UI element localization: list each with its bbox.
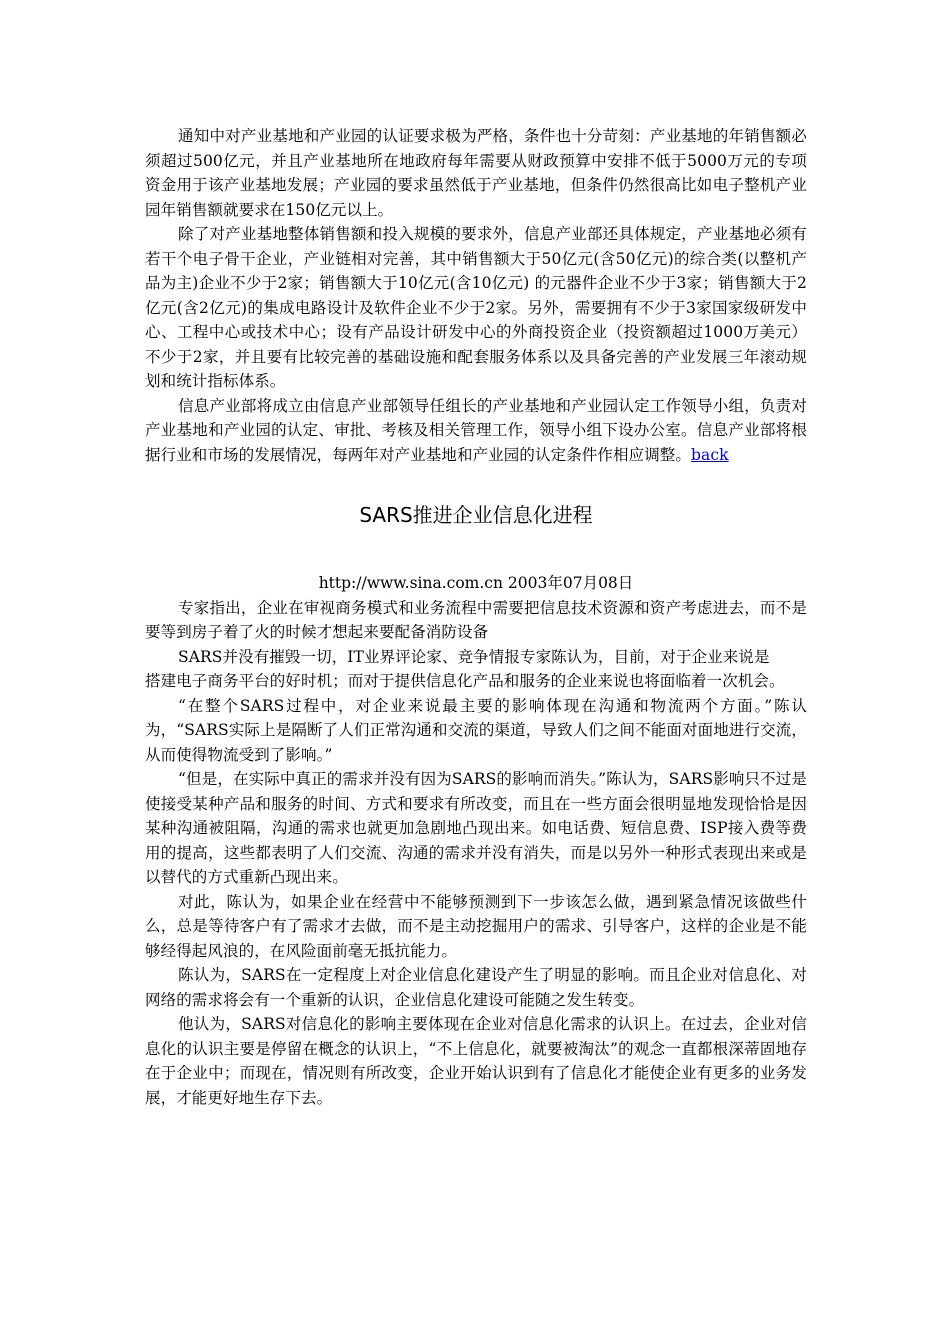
article-paragraph-7: 他认为，SARS对信息化的影响主要体现在企业对信息化需求的认识上。在过去，企业对信息化的认识主要是停留在概念的认识上，“不上信息化，就要被淘汰”的观念一直都根深蒂固地存在于企业中；而现在，情况则有所改变，企业开始认识到有了信息化才能使企业有更多的业务发展，才能更好地生存下去。 <box>145 1015 807 1107</box>
article-paragraph-4: “但是，在实际中真正的需求并没有因为SARS的影响而消失。”陈认为，SARS影响只不过是使接受某种产品和服务的时间、方式和要求有所改变，而且在一些方面会很明显地发现恰恰是因某种沟通被阻隔，沟通的需求也就更加急剧地凸现出来。如电话费、短信息费、ISP接入费等费用的提高，这些都表明了人们交流、沟通的需求并没有消失，而是以另外一种形式表现出来或是以替代的方式重新凸现出来。 <box>145 770 807 886</box>
paragraph-leading-group <box>145 394 807 468</box>
paragraph-enterprise-requirements: 除了对产业基地整体销售额和投入规模的要求外，信息产业部还具体规定，产业基地必须有若干个电子骨干企业，产业链相对完善，其中销售额大于50亿元(含50亿元)的综合类(以整机产品为主)企业不少于2家；销售额大于10亿元(含10亿元) 的元器件企业不少于3家；销售额大于2亿元(含2亿元)的集成电路设计及软件企业不少于2家。另外，需要拥有不少于3家国家级研发中心、工程中心或技术中心；设有产品设计研发中心的外商投资企业（投资额超过1000万美元）不少于2家，并且要有比较完善的基础设施和配套服务体系以及具备完善的产业发展三年滚动规划和统计指标体系。 <box>145 225 807 390</box>
article-paragraph-2b: 搭建电子商务平台的好时机；而对于提供信息化产品和服务的企业来说也将面临着一次机会。 <box>145 672 785 690</box>
article-paragraph-1: 专家指出，企业在审视商务模式和业务流程中需要把信息技术资源和资产考虑进去，而不是要等到房子着了火的时候才想起来要配备消防设备 <box>145 598 807 641</box>
article-paragraph-2a: SARS并没有摧毁一切，IT业界评论家、竞争情报专家陈认为，目前，对于企业来说是 <box>178 647 770 666</box>
paragraph-certification-requirements: 通知中对产业基地和产业园的认证要求极为严格，条件也十分苛刻：产业基地的年销售额必须超过500亿元，并且产业基地所在地政府每年需要从财政预算中安排不低于5000万元的专项资金用于该产业基地发展；产业园的要求虽然低于产业基地，但条件仍然很高比如电子整机产业园年销售额就要求在150亿元以上。 <box>145 127 807 219</box>
document-page <box>145 124 807 1110</box>
article-paragraph-6: 陈认为，SARS在一定程度上对企业信息化建设产生了明显的影响。而且企业对信息化、对网络的需求将会有一个重新的认识，企业信息化建设可能随之发生转变。 <box>145 966 807 1009</box>
back-link[interactable]: back <box>691 445 729 464</box>
article-dateline: http://www.sina.com.cn 2003年07月08日 <box>318 574 634 592</box>
article-paragraph-5: 对此，陈认为，如果企业在经营中不能够预测到下一步该怎么做，遇到紧急情况该做些什么，总是等待客户有了需求才去做，而不是主动挖掘用户的需求、引导客户，这样的企业是不能够经得起风浪的，在风险面前毫无抵抗能力。 <box>145 892 807 960</box>
article-paragraph-3: “在整个SARS过程中，对企业来说最主要的影响体现在沟通和物流两个方面。”陈认为，“SARS实际上是隔断了人们正常沟通和交流的渠道，导致人们之间不能面对面地进行交流，从而使得物流受到了影响。” <box>145 696 807 764</box>
paragraph-leading-group-text: 信息产业部将成立由信息产业部领导任组长的产业基地和产业园认定工作领导小组，负责对产业基地和产业园的认定、审批、考核及相关管理工作，领导小组下设办公室。信息产业部将根据行业和市场的发展情况，每两年对产业基地和产业园的认定条件作相应调整。 <box>145 396 807 464</box>
article-title: SARS推进企业信息化进程 <box>359 503 593 527</box>
